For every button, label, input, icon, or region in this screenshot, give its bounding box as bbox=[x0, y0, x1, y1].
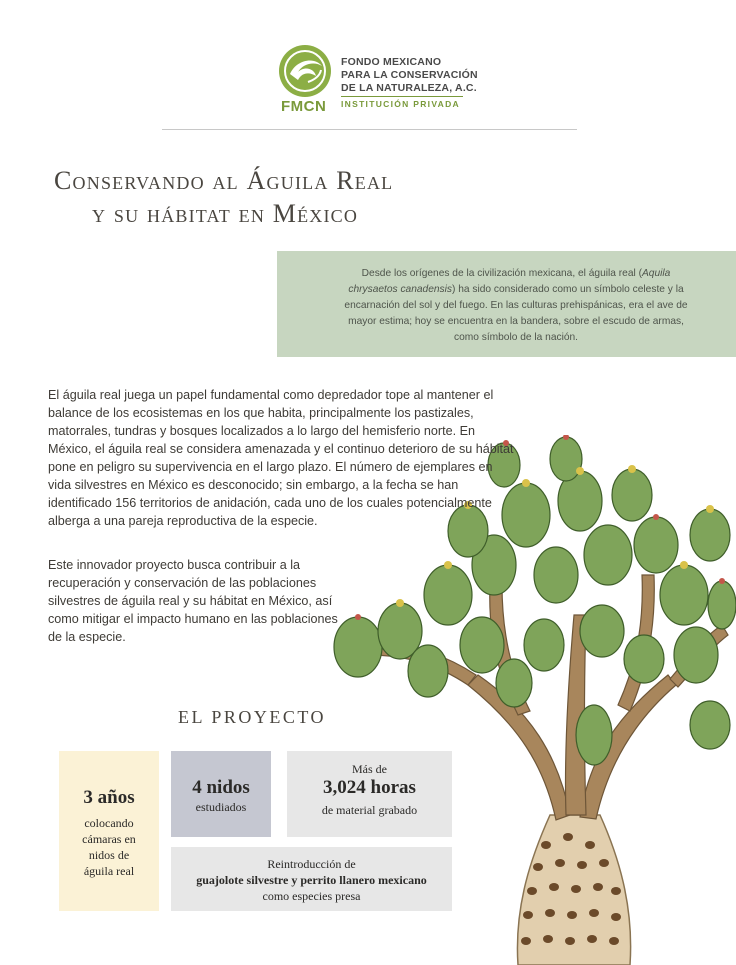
stat-card-nests bbox=[171, 751, 271, 837]
stat-value: 3 años bbox=[83, 787, 135, 808]
stat-label: Más de bbox=[352, 762, 387, 776]
intro-text: Desde los orígenes de la civilización mexicana, el águila real (Aquila chrysaetos canadensis) ha sido considerado como un símbolo celeste y la encarnación del sol y del fuego. En las culturas prehispánicas, era el ave de mayor estima; hoy se encuentra en la bandera, sobre el escudo de armas, como símbolo de la nación. bbox=[344, 268, 688, 343]
stat-label: águila real bbox=[83, 864, 135, 878]
stat-card-hours bbox=[287, 751, 452, 837]
stat-value: guajolote silvestre y perrito llanero mexicano bbox=[196, 873, 427, 887]
stat-value: 3,024 horas bbox=[323, 777, 416, 798]
org-acronym: FMCN bbox=[281, 98, 327, 115]
fmcn-logo-icon bbox=[278, 44, 332, 98]
org-name-line: PARA LA CONSERVACIÓN bbox=[341, 69, 478, 81]
stat-value: 4 nidos bbox=[192, 777, 250, 798]
org-name-line: DE LA NATURALEZA, A.C. bbox=[341, 82, 477, 94]
stat-label: como especies presa bbox=[262, 889, 361, 903]
stat-label: nidos de bbox=[88, 848, 130, 862]
body-paragraph: El águila real juega un papel fundamental como depredador tope al mantener el balance de los ecosistemas en los que habita, principalmente los pastizales, matorrales, tundras y bosques localizados a lo largo del hemisferio norte. En México, el águila real se considera amenazada y el continuo deterioro de su hábitat pone en peligro su supervivencia en el largo plazo. El número de ejemplares en vida silvestres en México es desconocido; sin embargo, a la fecha se han identificado 156 territorios de anidación, cada uno de los cuales potencialmente alberga a una pareja reproductiva de la especie. bbox=[48, 388, 514, 528]
header-divider bbox=[162, 129, 577, 130]
stat-label: estudiados bbox=[195, 800, 247, 814]
stat-label: colocando bbox=[84, 816, 134, 830]
logo-divider bbox=[341, 96, 463, 97]
page-title-line-2: y su hábitat en México bbox=[92, 199, 359, 228]
body-paragraph: Este innovador proyecto busca contribuir a la recuperación y conservación de las poblaciones silvestres de águila real y su hábitat en México, así como mitigar el impacto humano en las poblaciones de la especie. bbox=[48, 558, 338, 644]
stat-card-reintroduction bbox=[171, 847, 452, 911]
stat-label: Reintroducción de bbox=[267, 857, 356, 871]
stat-label: cámaras en bbox=[82, 832, 136, 846]
section-heading: EL PROYECTO bbox=[178, 707, 327, 727]
org-name-line: FONDO MEXICANO bbox=[341, 56, 442, 68]
stat-card-years bbox=[59, 751, 159, 911]
species-name: Aquila chrysaetos canadensis bbox=[348, 268, 671, 295]
page-title-line-1: Conservando al Águila Real bbox=[54, 166, 394, 195]
stat-label: de material grabado bbox=[321, 803, 418, 817]
org-subtitle: INSTITUCIÓN PRIVADA bbox=[341, 99, 460, 109]
